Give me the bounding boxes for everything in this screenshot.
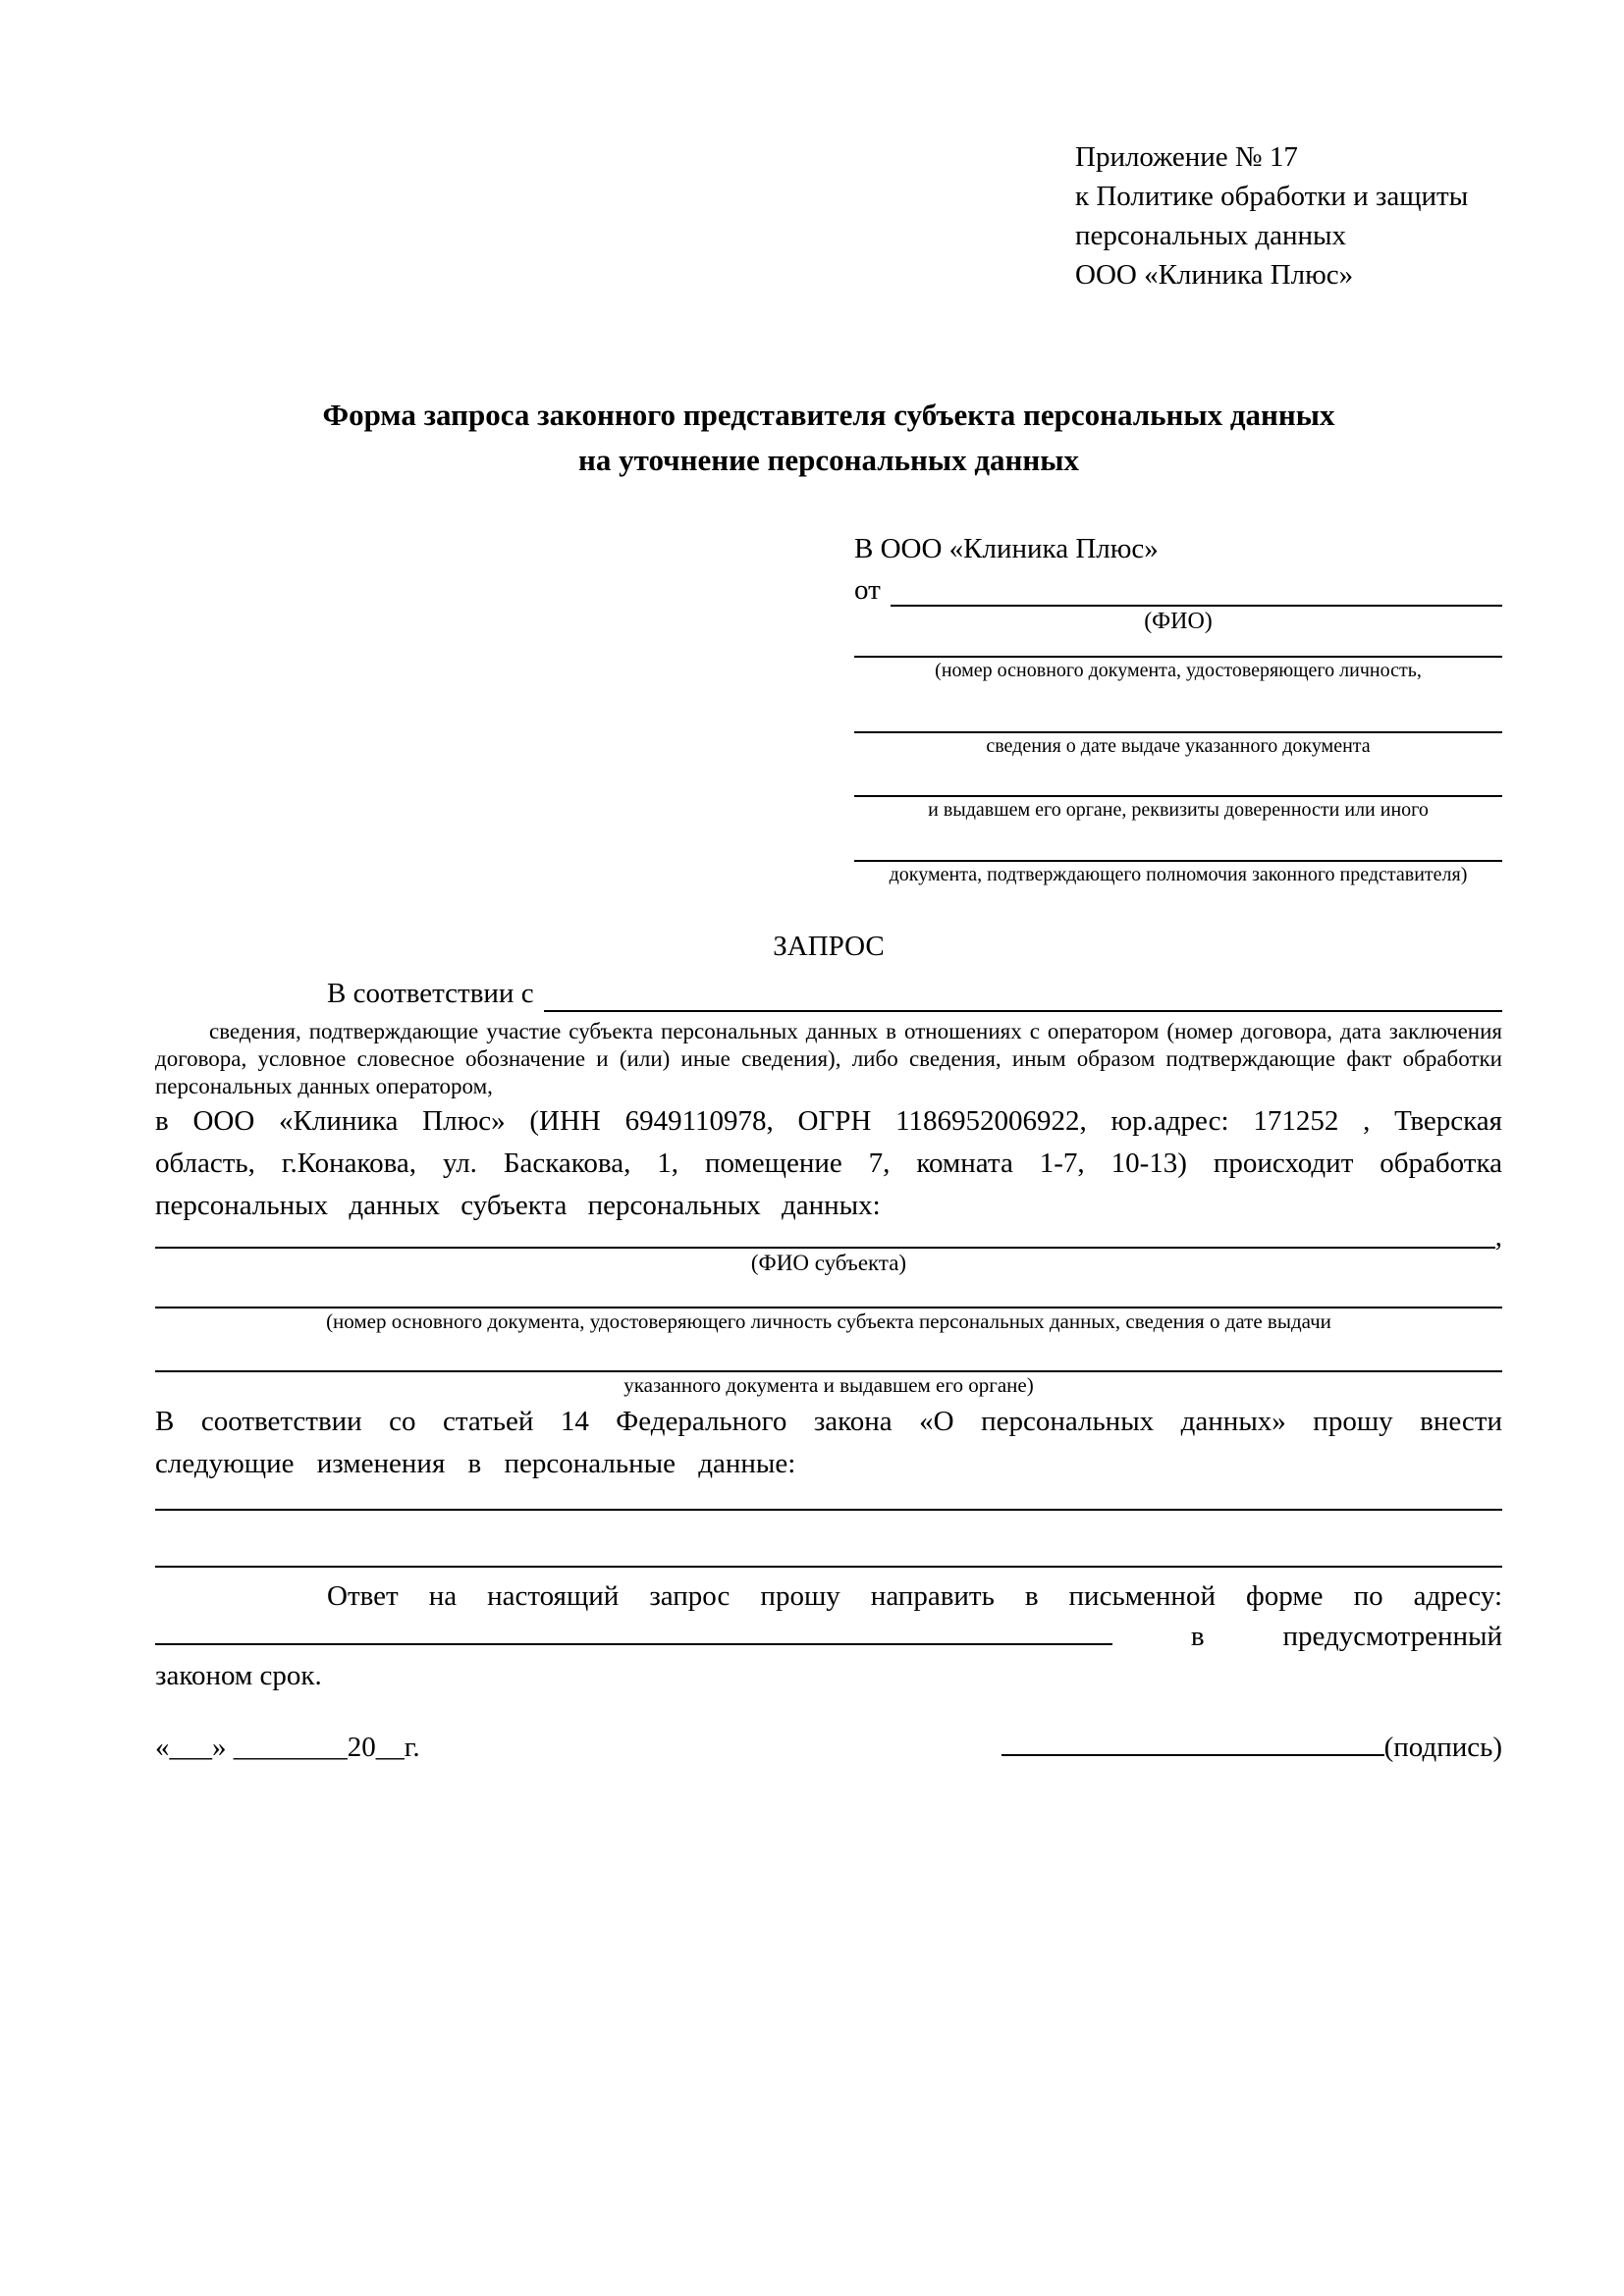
law-paragraph: В соответствии со статьей 14 Федерального закона «О персональных данных» прошу внести следующие изменения в персональные данные: [155,1406,1502,1479]
document-title-line1: Форма запроса законного представителя субъекта персональных данных [322,398,1335,432]
basis-label: В соответствии с [327,978,534,1009]
response-paragraph-line-2 [155,1618,1502,1655]
subject-doc-field-line-1[interactable] [155,1277,1502,1308]
subject-fio-row [155,1221,1502,1253]
response-paragraph-line-3: законом срок. [155,1660,322,1691]
basis-field-line[interactable] [544,965,1502,1012]
addressee-block [854,530,1502,888]
subject-fio-line-suffix: , [1494,1221,1502,1253]
request-heading: ЗАПРОС [773,931,885,962]
subject-doc-caption-2: указанного документа и выдавшем его органе) [623,1373,1034,1397]
document-title-line2: на уточнение персональных данных [578,443,1079,477]
appendix-header [1075,137,1502,294]
signature-field-line[interactable] [1001,1754,1384,1756]
subject-fio-caption: (ФИО субъекта) [750,1251,907,1275]
date-signature-row [155,1727,1502,1769]
basis-footnote: сведения, подтверждающие участие субъекта персональных данных в отношениях с оператором (номер договора, дата заключения договора, условное словесное обозначение и (или) иные сведения), либо сведения, иным образом подтверждающие факт обработки персональных данных оператором, [155,1019,1502,1098]
representative-doc-field-line-4[interactable] [854,824,1502,862]
address-field-line[interactable] [155,1643,1112,1645]
response-paragraph-line-1: Ответ на настоящий запрос прошу направить в письменной форме по адресу: [327,1580,1502,1612]
representative-doc-field-line-3[interactable] [854,760,1502,797]
representative-fio-field-line[interactable] [891,565,1502,607]
from-label: от [854,574,881,606]
operator-paragraph: в ООО «Клиника Плюс» (ИНН 6949110978, ОГРН 1186952006922, юр.адрес: 171252 , Тверская область, г.Конакова, ул. Баскакова, 1, помещение 7, комната 1-7, 10-13) происходит обработка персональных данных субъекта персональных данных: [155,1105,1502,1221]
representative-doc-field-line-1[interactable] [854,636,1502,658]
response-word-predusmotrenny: предусмотренный [1282,1621,1502,1652]
from-row [854,567,1502,607]
subject-doc-field-line-2[interactable] [155,1335,1502,1372]
appendix-policy-line1: к Политике обработки и защиты [1075,181,1469,212]
changes-field-line-2[interactable] [155,1511,1502,1568]
fio-caption: (ФИО) [1144,609,1213,634]
appendix-company: ООО «Клиника Плюс» [1075,259,1354,291]
representative-doc-caption-1: (номер основного документа, удостоверяющего личность, [935,660,1422,681]
appendix-policy-line2: персональных данных [1075,220,1347,251]
representative-doc-caption-3: и выдавшем его органе, реквизиты доверенности или иного [928,799,1429,821]
subject-doc-caption-1: (номер основного документа, удостоверяющего личность субъекта персональных данных, сведения о дате выдачи [326,1309,1331,1333]
appendix-number: Приложение № 17 [1075,141,1298,173]
basis-row [155,967,1502,1012]
representative-doc-field-line-2[interactable] [854,684,1502,733]
date-blank-line[interactable]: «___» ________20__г. [155,1732,420,1763]
changes-field-line-1[interactable] [155,1485,1502,1511]
document-title [155,393,1502,483]
subject-fio-field-line[interactable] [155,1225,1495,1249]
representative-doc-caption-2: сведения о дате выдаче указанного документа [986,735,1371,757]
signature-group [1001,1727,1502,1769]
representative-doc-caption-4: документа, подтверждающего полномочия законного представителя) [889,864,1468,885]
signature-caption: (подпись) [1383,1732,1502,1763]
addressee-to: В ООО «Клиника Плюс» [854,533,1159,564]
response-word-v: в [1190,1621,1205,1652]
